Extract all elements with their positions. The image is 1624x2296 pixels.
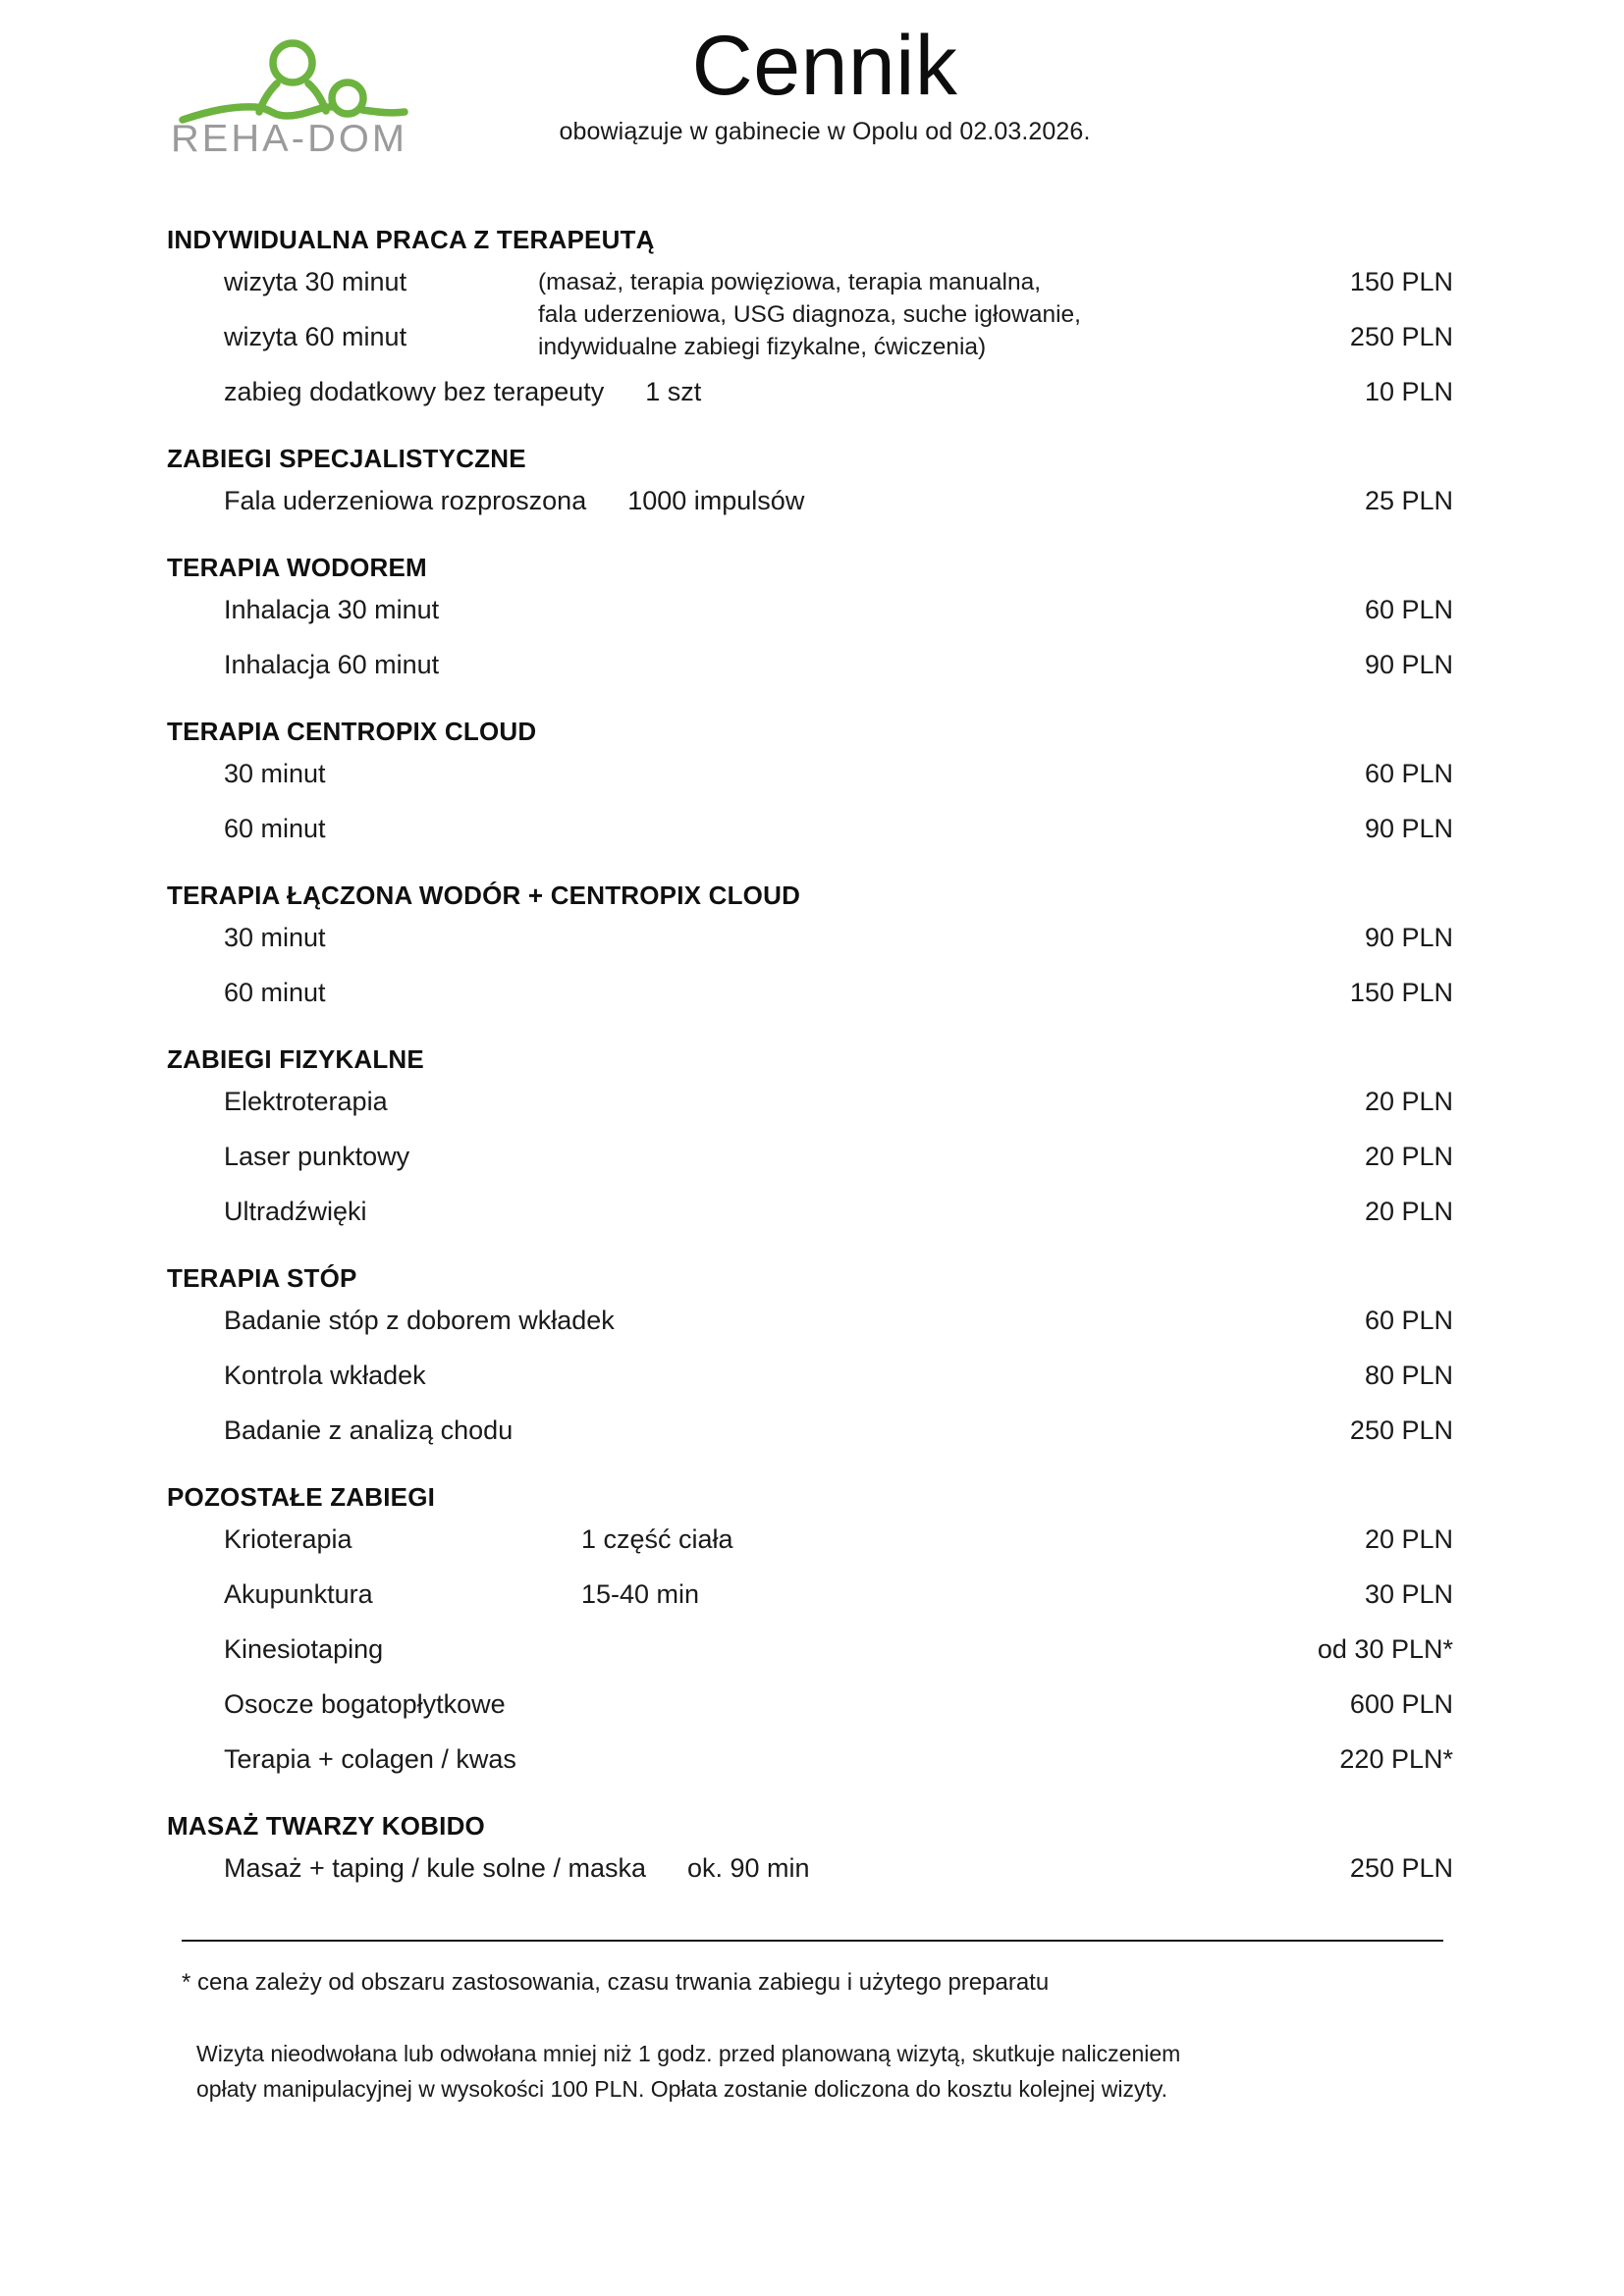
price-row — [167, 484, 1453, 539]
price-row — [167, 921, 1453, 976]
service-name: wizyta 60 minut — [224, 322, 407, 351]
service-price: 20 PLN — [1364, 1524, 1453, 1554]
service-name: Elektroterapia — [224, 1087, 388, 1116]
service-name: 60 minut — [224, 814, 326, 843]
service-name: Terapia + colagen / kwas — [224, 1744, 516, 1774]
service-price: 25 PLN — [1364, 486, 1453, 515]
price-row — [167, 1414, 1453, 1468]
price-section — [167, 703, 1453, 867]
service-name: Masaż + taping / kule solne / maska — [224, 1853, 646, 1883]
policy-line-1: Wizyta nieodwołana lub odwołana mniej niż 1 godz. przed planowaną wizytą, skutkuje naliczeniem — [196, 2041, 1181, 2067]
section-note-line: (masaż, terapia powięziowa, terapia manualna, — [538, 269, 1042, 295]
service-price: 60 PLN — [1364, 595, 1453, 624]
price-row — [167, 1085, 1453, 1140]
service-price: 20 PLN — [1364, 1142, 1453, 1171]
service-price: 20 PLN — [1364, 1197, 1453, 1226]
section-rows — [167, 593, 1453, 703]
service-detail: 1000 impulsów — [627, 486, 805, 515]
section-title: ZABIEGI SPECJALISTYCZNE — [167, 444, 526, 473]
service-name: Osocze bogatopłytkowe — [224, 1689, 506, 1719]
section-rows — [167, 265, 1453, 430]
price-row — [167, 1304, 1453, 1359]
service-price: 10 PLN — [1364, 377, 1453, 406]
price-section — [167, 539, 1453, 703]
section-title: MASAŻ TWARZY KOBIDO — [167, 1811, 485, 1841]
section-rows — [167, 1085, 1453, 1250]
service-name: Fala uderzeniowa rozproszona — [224, 486, 587, 515]
title-block — [491, 19, 1159, 146]
price-section — [167, 867, 1453, 1031]
service-name: Akupunktura — [224, 1579, 373, 1609]
service-price: od 30 PLN* — [1317, 1634, 1453, 1664]
service-price: 60 PLN — [1364, 1306, 1453, 1335]
section-rows — [167, 757, 1453, 867]
price-row — [167, 593, 1453, 648]
service-price: 600 PLN — [1349, 1689, 1453, 1719]
service-name: 60 minut — [224, 978, 326, 1007]
service-price: 20 PLN — [1364, 1087, 1453, 1116]
section-note-line: fala uderzeniowa, USG diagnoza, suche igłowanie, — [538, 300, 1081, 328]
price-footnote — [182, 1967, 1443, 1998]
price-row — [167, 1687, 1453, 1742]
price-section — [167, 1031, 1453, 1250]
service-price: 250 PLN — [1349, 1853, 1453, 1883]
service-name: Inhalacja 60 minut — [224, 650, 440, 679]
service-price: 60 PLN — [1364, 759, 1453, 788]
price-row — [167, 1140, 1453, 1195]
service-price: 150 PLN — [1349, 978, 1453, 1007]
price-row — [167, 1632, 1453, 1687]
service-name: Inhalacja 30 minut — [224, 595, 440, 624]
price-section — [167, 1797, 1453, 1906]
section-title: TERAPIA ŁĄCZONA WODÓR + CENTROPIX CLOUD — [167, 881, 801, 910]
price-section — [167, 211, 1453, 430]
service-price: 220 PLN* — [1339, 1744, 1453, 1774]
price-row — [167, 375, 1453, 430]
service-name: Laser punktowy — [224, 1142, 410, 1171]
page-title: Cennik — [691, 19, 958, 113]
price-row — [167, 1577, 1453, 1632]
service-price: 90 PLN — [1364, 650, 1453, 679]
section-title: POZOSTAŁE ZABIEGI — [167, 1482, 436, 1512]
price-row — [167, 757, 1453, 812]
price-row — [167, 1195, 1453, 1250]
price-row — [167, 1742, 1453, 1797]
footer-divider — [182, 1940, 1443, 1942]
cancellation-policy — [182, 2037, 1434, 2107]
price-row — [167, 648, 1453, 703]
price-row — [167, 1359, 1453, 1414]
service-name: Badanie z analizą chodu — [224, 1415, 514, 1445]
section-note — [538, 267, 1147, 363]
service-price: 90 PLN — [1364, 814, 1453, 843]
person-massage-icon — [169, 33, 434, 128]
policy-line-2: opłaty manipulacyjnej w wysokości 100 PLN. Opłata zostanie doliczona do kosztu kolejnej wizyty. — [196, 2075, 1168, 2102]
section-rows — [167, 484, 1453, 539]
page-subtitle: obowiązuje w gabinecie w Opolu od 02.03.2026. — [559, 118, 1091, 146]
service-price: 250 PLN — [1349, 322, 1453, 351]
section-rows — [167, 1851, 1453, 1906]
section-title: TERAPIA CENTROPIX CLOUD — [167, 717, 537, 746]
document-footer — [0, 1940, 1624, 2107]
service-name: Ultradźwięki — [224, 1197, 367, 1226]
service-price: 90 PLN — [1364, 923, 1453, 952]
service-detail: ok. 90 min — [686, 1853, 810, 1883]
price-section — [167, 1468, 1453, 1797]
service-name: Kinesiotaping — [224, 1634, 384, 1664]
service-detail: 1 część ciała — [581, 1524, 733, 1554]
footnote-text: cena zależy od obszaru zastosowania, czasu trwania zabiegu i użytego preparatu — [197, 1969, 1050, 1996]
section-rows — [167, 1522, 1453, 1797]
price-row — [167, 1522, 1453, 1577]
service-name: 30 minut — [224, 759, 326, 788]
service-name: Badanie stóp z doborem wkładek — [224, 1306, 615, 1335]
service-name: Krioterapia — [224, 1524, 352, 1554]
document-header — [0, 0, 1624, 211]
service-price: 80 PLN — [1364, 1361, 1453, 1390]
service-price: 30 PLN — [1364, 1579, 1453, 1609]
section-title: INDYWIDUALNA PRACA Z TERAPEUTĄ — [167, 225, 655, 254]
section-title: ZABIEGI FIZYKALNE — [167, 1044, 424, 1074]
section-rows — [167, 921, 1453, 1031]
price-row — [167, 812, 1453, 867]
service-name: zabieg dodatkowy bez terapeuty — [224, 377, 605, 406]
price-row — [167, 1851, 1453, 1906]
service-detail: 1 szt — [645, 377, 702, 406]
section-rows — [167, 1304, 1453, 1468]
section-note-line: indywidualne zabiegi fizykalne, ćwiczenia) — [538, 333, 987, 360]
service-price: 250 PLN — [1349, 1415, 1453, 1445]
price-row — [167, 976, 1453, 1031]
service-price: 150 PLN — [1349, 267, 1453, 296]
section-title: TERAPIA WODOREM — [167, 553, 427, 582]
service-detail: 15-40 min — [581, 1579, 700, 1609]
price-list — [0, 211, 1624, 1906]
price-section — [167, 1250, 1453, 1468]
price-section — [167, 430, 1453, 539]
brand-wordmark: REHA-DOM — [171, 118, 408, 160]
brand-logo — [169, 33, 434, 161]
service-name: Kontrola wkładek — [224, 1361, 426, 1390]
footnote-asterisk: * — [182, 1969, 191, 1996]
service-name: 30 minut — [224, 923, 326, 952]
service-name: wizyta 30 minut — [224, 267, 407, 296]
section-title: TERAPIA STÓP — [167, 1263, 357, 1293]
